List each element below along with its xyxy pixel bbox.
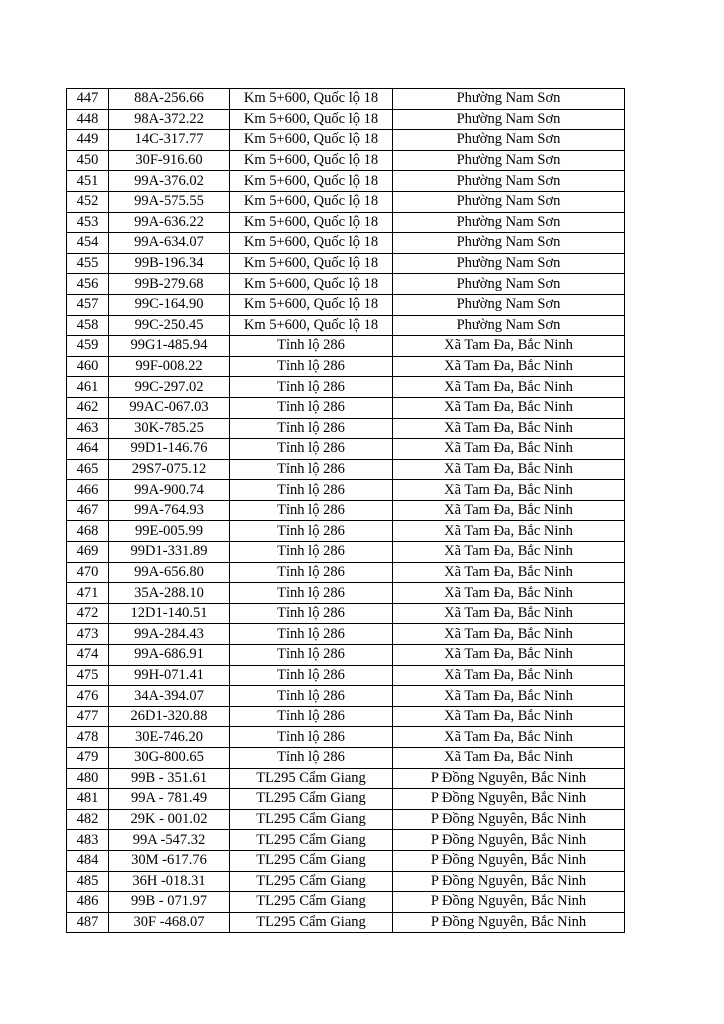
table-row [67,809,625,830]
location-cell: TL295 Cẩm Giang [230,892,393,913]
table-row [67,191,625,212]
area-cell: Xã Tam Đa, Bắc Ninh [393,727,625,748]
table-row [67,665,625,686]
location-cell: Tỉnh lộ 286 [230,418,393,439]
table-row [67,439,625,460]
area-cell: Xã Tam Đa, Bắc Ninh [393,542,625,563]
location-cell: Tỉnh lộ 286 [230,336,393,357]
violation-table [66,88,625,933]
table-row [67,418,625,439]
area-cell: Phường Nam Sơn [393,191,625,212]
table-row [67,377,625,398]
license-plate-cell: 99B-279.68 [109,274,230,295]
row-number-cell: 463 [67,418,109,439]
row-number-cell: 464 [67,439,109,460]
area-cell: Phường Nam Sơn [393,253,625,274]
table-row [67,871,625,892]
location-cell: Tỉnh lộ 286 [230,624,393,645]
row-number-cell: 471 [67,583,109,604]
area-cell: Xã Tam Đa, Bắc Ninh [393,706,625,727]
area-cell: Xã Tam Đa, Bắc Ninh [393,748,625,769]
table-row [67,706,625,727]
table-row [67,336,625,357]
row-number-cell: 470 [67,562,109,583]
location-cell: TL295 Cẩm Giang [230,850,393,871]
license-plate-cell: 98A-372.22 [109,109,230,130]
license-plate-cell: 99A-636.22 [109,212,230,233]
row-number-cell: 487 [67,912,109,933]
row-number-cell: 453 [67,212,109,233]
area-cell: Phường Nam Sơn [393,212,625,233]
area-cell: P Đồng Nguyên, Bắc Ninh [393,830,625,851]
license-plate-cell: 30G-800.65 [109,748,230,769]
license-plate-cell: 99A-764.93 [109,500,230,521]
row-number-cell: 472 [67,603,109,624]
area-cell: Phường Nam Sơn [393,233,625,254]
area-cell: P Đồng Nguyên, Bắc Ninh [393,871,625,892]
location-cell: Tỉnh lộ 286 [230,500,393,521]
location-cell: Km 5+600, Quốc lộ 18 [230,315,393,336]
table-row [67,356,625,377]
row-number-cell: 473 [67,624,109,645]
row-number-cell: 469 [67,542,109,563]
area-cell: Phường Nam Sơn [393,89,625,110]
license-plate-cell: 99C-250.45 [109,315,230,336]
area-cell: Xã Tam Đa, Bắc Ninh [393,480,625,501]
area-cell: Xã Tam Đa, Bắc Ninh [393,665,625,686]
row-number-cell: 456 [67,274,109,295]
table-row [67,850,625,871]
table-row [67,830,625,851]
area-cell: Xã Tam Đa, Bắc Ninh [393,645,625,666]
license-plate-cell: 99AC-067.03 [109,397,230,418]
row-number-cell: 465 [67,459,109,480]
area-cell: Xã Tam Đa, Bắc Ninh [393,439,625,460]
row-number-cell: 458 [67,315,109,336]
license-plate-cell: 99A-575.55 [109,191,230,212]
row-number-cell: 477 [67,706,109,727]
table-row [67,212,625,233]
area-cell: Xã Tam Đa, Bắc Ninh [393,562,625,583]
area-cell: P Đồng Nguyên, Bắc Ninh [393,892,625,913]
location-cell: Km 5+600, Quốc lộ 18 [230,171,393,192]
row-number-cell: 466 [67,480,109,501]
area-cell: Xã Tam Đa, Bắc Ninh [393,336,625,357]
license-plate-cell: 34A-394.07 [109,686,230,707]
location-cell: Tỉnh lộ 286 [230,521,393,542]
location-cell: Km 5+600, Quốc lộ 18 [230,191,393,212]
license-plate-cell: 99A-376.02 [109,171,230,192]
license-plate-cell: 99A-900.74 [109,480,230,501]
license-plate-cell: 99A-634.07 [109,233,230,254]
row-number-cell: 478 [67,727,109,748]
area-cell: Xã Tam Đa, Bắc Ninh [393,500,625,521]
table-row [67,768,625,789]
table-row [67,500,625,521]
location-cell: Tỉnh lộ 286 [230,748,393,769]
license-plate-cell: 29K - 001.02 [109,809,230,830]
table-row [67,624,625,645]
location-cell: Km 5+600, Quốc lộ 18 [230,233,393,254]
license-plate-cell: 36H -018.31 [109,871,230,892]
location-cell: Km 5+600, Quốc lộ 18 [230,212,393,233]
license-plate-cell: 88A-256.66 [109,89,230,110]
license-plate-cell: 12D1-140.51 [109,603,230,624]
location-cell: Tỉnh lộ 286 [230,480,393,501]
area-cell: Phường Nam Sơn [393,150,625,171]
row-number-cell: 447 [67,89,109,110]
row-number-cell: 480 [67,768,109,789]
table-row [67,253,625,274]
area-cell: P Đồng Nguyên, Bắc Ninh [393,850,625,871]
table-row [67,727,625,748]
area-cell: Phường Nam Sơn [393,171,625,192]
location-cell: Km 5+600, Quốc lộ 18 [230,130,393,151]
location-cell: Tỉnh lộ 286 [230,665,393,686]
row-number-cell: 451 [67,171,109,192]
license-plate-cell: 30F-916.60 [109,150,230,171]
location-cell: Km 5+600, Quốc lộ 18 [230,294,393,315]
license-plate-cell: 99H-071.41 [109,665,230,686]
table-body [67,89,625,933]
row-number-cell: 468 [67,521,109,542]
row-number-cell: 455 [67,253,109,274]
table-row [67,315,625,336]
license-plate-cell: 30M -617.76 [109,850,230,871]
license-plate-cell: 99B-196.34 [109,253,230,274]
row-number-cell: 450 [67,150,109,171]
table-row [67,583,625,604]
row-number-cell: 467 [67,500,109,521]
row-number-cell: 481 [67,789,109,810]
location-cell: Km 5+600, Quốc lộ 18 [230,274,393,295]
table-row [67,89,625,110]
row-number-cell: 452 [67,191,109,212]
table-row [67,274,625,295]
area-cell: Xã Tam Đa, Bắc Ninh [393,397,625,418]
area-cell: Phường Nam Sơn [393,130,625,151]
license-plate-cell: 35A-288.10 [109,583,230,604]
area-cell: Xã Tam Đa, Bắc Ninh [393,459,625,480]
license-plate-cell: 99B - 351.61 [109,768,230,789]
area-cell: Phường Nam Sơn [393,294,625,315]
table-row [67,397,625,418]
area-cell: P Đồng Nguyên, Bắc Ninh [393,912,625,933]
table-row [67,748,625,769]
table-row [67,480,625,501]
area-cell: Phường Nam Sơn [393,315,625,336]
area-cell: P Đồng Nguyên, Bắc Ninh [393,809,625,830]
license-plate-cell: 99C-297.02 [109,377,230,398]
row-number-cell: 482 [67,809,109,830]
table-row [67,562,625,583]
table-row [67,542,625,563]
area-cell: Xã Tam Đa, Bắc Ninh [393,418,625,439]
row-number-cell: 462 [67,397,109,418]
row-number-cell: 479 [67,748,109,769]
row-number-cell: 454 [67,233,109,254]
location-cell: Km 5+600, Quốc lộ 18 [230,150,393,171]
row-number-cell: 448 [67,109,109,130]
location-cell: Tỉnh lộ 286 [230,397,393,418]
area-cell: Xã Tam Đa, Bắc Ninh [393,603,625,624]
table-row [67,603,625,624]
area-cell: Xã Tam Đa, Bắc Ninh [393,521,625,542]
table-row [67,171,625,192]
license-plate-cell: 99A -547.32 [109,830,230,851]
area-cell: P Đồng Nguyên, Bắc Ninh [393,789,625,810]
row-number-cell: 486 [67,892,109,913]
area-cell: Xã Tam Đa, Bắc Ninh [393,377,625,398]
row-number-cell: 459 [67,336,109,357]
location-cell: Km 5+600, Quốc lộ 18 [230,89,393,110]
area-cell: Xã Tam Đa, Bắc Ninh [393,356,625,377]
location-cell: Tỉnh lộ 286 [230,356,393,377]
table-row [67,109,625,130]
license-plate-cell: 29S7-075.12 [109,459,230,480]
row-number-cell: 485 [67,871,109,892]
table-row [67,294,625,315]
table-row [67,233,625,254]
license-plate-cell: 99A-284.43 [109,624,230,645]
location-cell: Tỉnh lộ 286 [230,459,393,480]
table-row [67,892,625,913]
area-cell: Xã Tam Đa, Bắc Ninh [393,583,625,604]
license-plate-cell: 30K-785.25 [109,418,230,439]
location-cell: Tỉnh lộ 286 [230,542,393,563]
row-number-cell: 474 [67,645,109,666]
location-cell: Tỉnh lộ 286 [230,562,393,583]
area-cell: Phường Nam Sơn [393,274,625,295]
license-plate-cell: 99A-686.91 [109,645,230,666]
license-plate-cell: 14C-317.77 [109,130,230,151]
table-row [67,150,625,171]
location-cell: Tỉnh lộ 286 [230,727,393,748]
license-plate-cell: 99B - 071.97 [109,892,230,913]
row-number-cell: 460 [67,356,109,377]
table-row [67,686,625,707]
location-cell: TL295 Cẩm Giang [230,830,393,851]
license-plate-cell: 99E-005.99 [109,521,230,542]
table-row [67,521,625,542]
row-number-cell: 457 [67,294,109,315]
location-cell: Km 5+600, Quốc lộ 18 [230,109,393,130]
location-cell: TL295 Cẩm Giang [230,871,393,892]
location-cell: Tỉnh lộ 286 [230,686,393,707]
table-row [67,789,625,810]
license-plate-cell: 99A - 781.49 [109,789,230,810]
location-cell: TL295 Cẩm Giang [230,768,393,789]
license-plate-cell: 99A-656.80 [109,562,230,583]
location-cell: Tỉnh lộ 286 [230,439,393,460]
location-cell: TL295 Cẩm Giang [230,809,393,830]
license-plate-cell: 30E-746.20 [109,727,230,748]
table-row [67,459,625,480]
row-number-cell: 476 [67,686,109,707]
license-plate-cell: 99D1-146.76 [109,439,230,460]
license-plate-cell: 99D1-331.89 [109,542,230,563]
license-plate-cell: 99G1-485.94 [109,336,230,357]
table-row [67,645,625,666]
location-cell: Tỉnh lộ 286 [230,645,393,666]
area-cell: Phường Nam Sơn [393,109,625,130]
area-cell: Xã Tam Đa, Bắc Ninh [393,686,625,707]
row-number-cell: 483 [67,830,109,851]
table-row [67,130,625,151]
location-cell: TL295 Cẩm Giang [230,789,393,810]
location-cell: Tỉnh lộ 286 [230,706,393,727]
location-cell: Tỉnh lộ 286 [230,377,393,398]
row-number-cell: 449 [67,130,109,151]
area-cell: Xã Tam Đa, Bắc Ninh [393,624,625,645]
location-cell: TL295 Cẩm Giang [230,912,393,933]
location-cell: Tỉnh lộ 286 [230,603,393,624]
license-plate-cell: 99C-164.90 [109,294,230,315]
area-cell: P Đồng Nguyên, Bắc Ninh [393,768,625,789]
license-plate-cell: 99F-008.22 [109,356,230,377]
table-row [67,912,625,933]
license-plate-cell: 30F -468.07 [109,912,230,933]
license-plate-cell: 26D1-320.88 [109,706,230,727]
row-number-cell: 475 [67,665,109,686]
location-cell: Km 5+600, Quốc lộ 18 [230,253,393,274]
location-cell: Tỉnh lộ 286 [230,583,393,604]
row-number-cell: 461 [67,377,109,398]
row-number-cell: 484 [67,850,109,871]
